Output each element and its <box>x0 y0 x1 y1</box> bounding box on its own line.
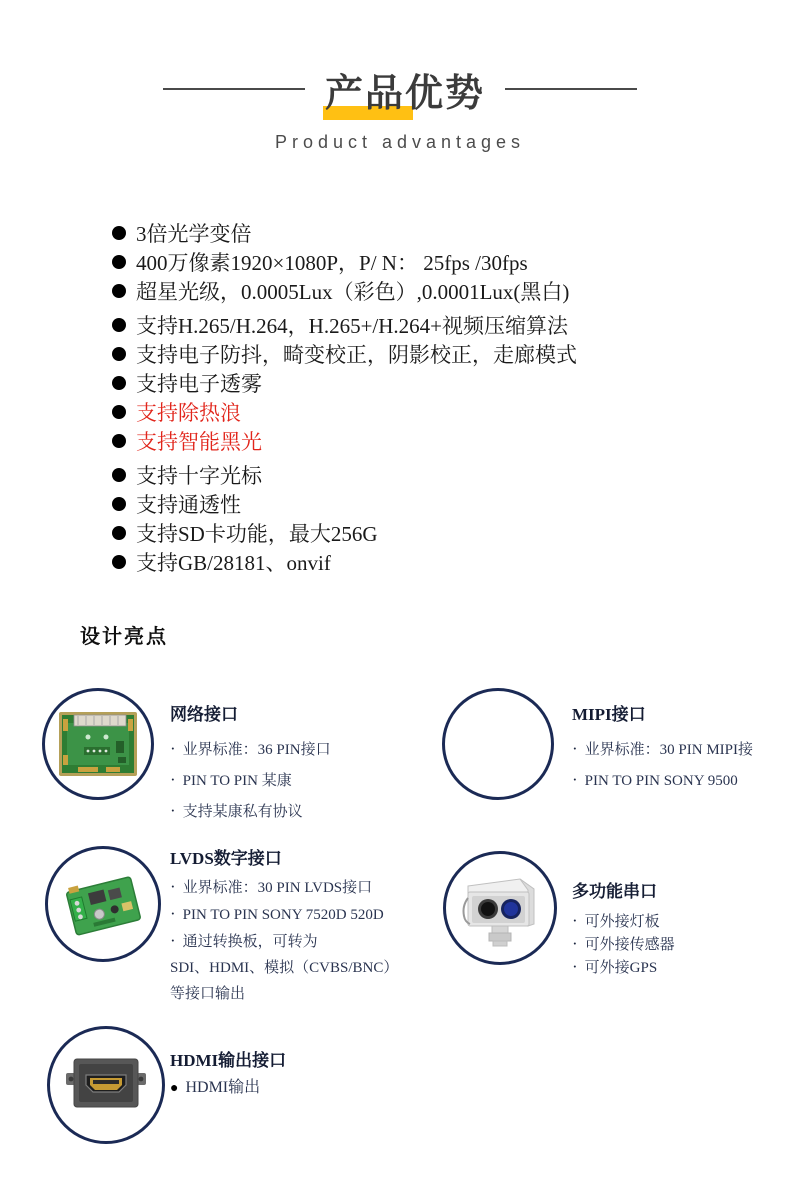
card-title: LVDS数字接口 <box>170 849 282 868</box>
bullet-dot-icon <box>112 497 126 511</box>
card-line-text: SDI、HDMI、模拟（CVBS/BNC） <box>170 960 399 976</box>
card-line-text: 等接口输出 <box>170 986 246 1002</box>
line-marker-icon: · <box>572 957 578 976</box>
bullet-dot-icon <box>112 434 126 448</box>
card-line <box>572 956 675 979</box>
feature-item <box>112 460 577 489</box>
card-line-text: PIN TO PIN SONY 9500 <box>584 773 738 789</box>
line-marker-icon: · <box>170 770 176 789</box>
card-line-text: 可外接传感器 <box>584 937 675 953</box>
bullet-dot-icon <box>112 318 126 332</box>
line-marker-icon: · <box>572 739 578 758</box>
feature-text: 支持十字光标 <box>136 463 262 488</box>
title-wrap <box>325 62 485 117</box>
card-circle <box>42 688 154 800</box>
title-row <box>0 60 800 118</box>
line-marker-icon: · <box>170 877 176 896</box>
feature-text: 3倍光学变倍 <box>136 221 252 246</box>
page-subtitle: Product advantages <box>274 132 526 152</box>
feature-item <box>112 489 577 518</box>
bullet-dot-icon <box>112 468 126 482</box>
card-title: 网络接口 <box>170 705 238 724</box>
hdmi-connector-image <box>60 1049 152 1121</box>
card-line-text: 通过转换板，可转为 <box>182 934 318 950</box>
feature-text: 支持SD卡功能，最大256G <box>136 521 378 546</box>
card-content <box>170 844 398 1007</box>
card-content <box>572 877 675 979</box>
card-line <box>170 734 331 765</box>
feature-item <box>112 547 577 576</box>
feature-text: 支持电子防抖，畸变校正，阴影校正，走廊模式 <box>136 342 577 367</box>
bullet-dot-icon <box>112 405 126 419</box>
card-line-text: HDMI输出 <box>185 1079 261 1096</box>
feature-item <box>112 247 577 276</box>
line-marker-icon: · <box>170 931 176 950</box>
card-line-text: 可外接灯板 <box>584 914 660 930</box>
feature-item <box>112 518 577 547</box>
card-lines <box>170 874 398 1007</box>
feature-text: 支持智能黑光 <box>136 429 262 454</box>
card-title: 多功能串口 <box>572 882 657 901</box>
feature-text: 支持GB/28181、onvif <box>136 550 331 575</box>
card-line <box>170 874 398 901</box>
card-line <box>572 734 753 765</box>
card-line <box>170 955 398 981</box>
bullet-dot-icon <box>112 526 126 540</box>
page-header <box>0 60 800 153</box>
page-title: 产品优势 <box>324 72 485 115</box>
line-marker-icon: · <box>170 739 176 758</box>
feature-item <box>112 426 577 455</box>
card-line <box>170 796 331 827</box>
feature-item <box>112 368 577 397</box>
line-marker-icon: · <box>572 770 578 789</box>
card-content <box>572 700 753 796</box>
card-title: HDMI输出接口 <box>170 1051 287 1070</box>
pcb-board-image <box>61 868 145 940</box>
bullet-dot-icon <box>112 376 126 390</box>
feature-text: 超星光级，0.0005Lux（彩色）,0.0001Lux(黑白) <box>136 279 570 304</box>
card-lines <box>572 910 675 979</box>
line-marker-icon: · <box>170 801 176 820</box>
card-line <box>170 901 398 928</box>
card-content <box>170 1046 286 1102</box>
card-line <box>170 981 398 1007</box>
card-lines <box>170 734 331 827</box>
card-line <box>572 910 675 933</box>
feature-text: 支持电子透雾 <box>136 371 262 396</box>
feature-item <box>112 276 577 305</box>
card-line-text: 业界标准：30 PIN MIPI接 <box>584 742 754 758</box>
feature-item <box>112 218 577 247</box>
line-marker-icon: · <box>170 904 176 923</box>
card-line-text: 支持某康私有协议 <box>182 804 303 820</box>
card-line <box>170 765 331 796</box>
feature-text: 支持H.265/H.264，H.265+/H.264+视频压缩算法 <box>136 313 569 338</box>
title-rule-left <box>163 88 305 90</box>
card-line <box>170 1074 286 1102</box>
card-circle <box>45 846 161 962</box>
card-lines <box>572 734 753 796</box>
card-line-text: 业界标准：36 PIN接口 <box>182 742 331 758</box>
line-marker-icon: ● <box>170 1081 179 1096</box>
card-line-text: 可外接GPS <box>584 960 658 976</box>
bullet-dot-icon <box>112 226 126 240</box>
feature-item <box>112 310 577 339</box>
card-line <box>572 933 675 956</box>
card-lines <box>170 1074 286 1102</box>
card-line-text: PIN TO PIN SONY 7520D 520D <box>182 907 384 923</box>
bullet-dot-icon <box>112 255 126 269</box>
feature-text: 支持通透性 <box>136 492 241 517</box>
feature-text: 400万像素1920×1080P，P/ N： 25fps /30fps <box>136 250 528 275</box>
line-marker-icon: · <box>572 934 578 953</box>
feature-item <box>112 397 577 426</box>
card-content <box>170 700 331 827</box>
card-line <box>170 928 398 955</box>
feature-item <box>112 339 577 368</box>
card-title: MIPI接口 <box>572 705 646 724</box>
card-line <box>572 765 753 796</box>
feature-text: 支持除热浪 <box>136 400 241 425</box>
card-circle <box>442 688 554 800</box>
pcb-board-image <box>58 711 138 777</box>
bullet-dot-icon <box>112 347 126 361</box>
card-line-text: PIN TO PIN 某康 <box>182 773 292 789</box>
bullet-dot-icon <box>112 284 126 298</box>
card-circle <box>443 851 557 965</box>
bullet-dot-icon <box>112 555 126 569</box>
title-rule-right <box>505 88 637 90</box>
line-marker-icon: · <box>572 911 578 930</box>
feature-list <box>112 218 577 576</box>
card-circle <box>47 1026 165 1144</box>
dual-lens-camera-image <box>454 862 546 954</box>
section-heading: 设计亮点 <box>80 626 168 648</box>
card-line-text: 业界标准：30 PIN LVDS接口 <box>182 880 373 896</box>
